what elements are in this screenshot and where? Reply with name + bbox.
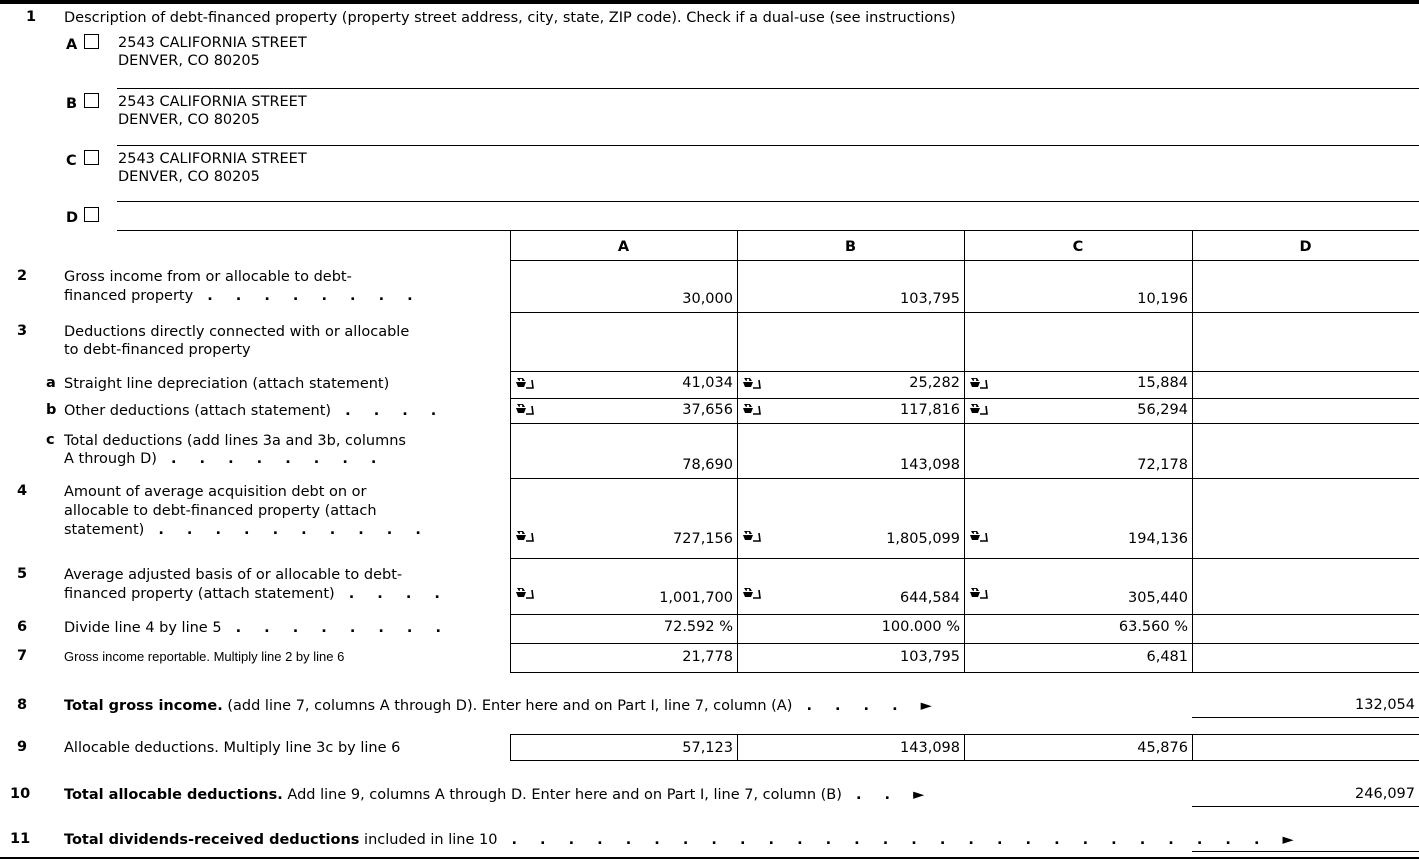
line-number: 7 <box>17 648 28 664</box>
line-label: financed property . . . . . . . . <box>64 288 422 304</box>
line-label: to debt-financed property <box>64 342 251 358</box>
dual-use-checkbox-c[interactable] <box>84 150 99 165</box>
property-letter: B <box>66 96 78 112</box>
property-street: 2543 CALIFORNIA STREET <box>118 94 307 110</box>
line-number: 9 <box>17 739 28 755</box>
line-label: Gross income from or allocable to debt- <box>64 269 352 285</box>
row-divider <box>510 260 1419 261</box>
line-label: Gross income reportable. Multiply line 2 by line 6 <box>64 649 345 664</box>
row-divider <box>510 423 1419 424</box>
column-header-c: C <box>1072 239 1084 255</box>
divider <box>117 230 1419 231</box>
line-number: a <box>46 375 56 391</box>
value-cell: 143,098 <box>900 457 960 473</box>
line-label: Divide line 4 by line 5 . . . . . . . . <box>64 620 450 636</box>
value-cell: 15,884 <box>1137 375 1188 391</box>
value-cell: 57,123 <box>682 740 733 756</box>
line-label: Average adjusted basis of or allocable to debt- <box>64 567 403 583</box>
property-street: 2543 CALIFORNIA STREET <box>118 35 307 51</box>
line-number: 2 <box>17 268 28 284</box>
line-label: Amount of average acquisition debt on or <box>64 484 367 500</box>
row-divider <box>510 371 1419 372</box>
divider <box>1192 717 1419 718</box>
line-number: 6 <box>17 619 28 635</box>
line-label: A through D) . . . . . . . . <box>64 451 386 467</box>
value-cell: 6,481 <box>1146 649 1188 665</box>
property-city: DENVER, CO 80205 <box>118 53 260 69</box>
col-divider <box>510 230 511 673</box>
line-number: 5 <box>17 566 28 582</box>
divider <box>1192 851 1419 852</box>
value-cell: 25,282 <box>909 375 960 391</box>
divider <box>1192 806 1419 807</box>
column-header-a: A <box>617 239 630 255</box>
divider <box>510 760 1419 761</box>
line-label: Allocable deductions. Multiply line 3c by line 6 <box>64 740 401 756</box>
line-number: 1 <box>26 9 37 25</box>
value-cell: 103,795 <box>900 291 960 307</box>
line-label: Total dividends-received deductions included in line 10 . . . . . . . . . . . . . . . . . . . . . . . . . . . ► <box>64 832 1303 848</box>
value-cell: 117,816 <box>900 402 960 418</box>
value-cell: 41,034 <box>682 375 733 391</box>
value-cell: 1,805,099 <box>886 531 960 547</box>
row-divider <box>510 558 1419 559</box>
col-divider <box>964 230 965 673</box>
line-number: b <box>46 402 57 418</box>
value-cell: 21,778 <box>682 649 733 665</box>
value-cell: 78,690 <box>682 457 733 473</box>
line-number: 8 <box>17 697 28 713</box>
line-label: Total allocable deductions. Add line 9, columns A through D. Enter here and on Part I, line 7, column (B) . . ► <box>64 787 934 803</box>
line1-description: Description of debt-financed property (property street address, city, state, ZIP code). Check if a dual-use (see instructions) <box>64 10 956 26</box>
value-cell: 1,001,700 <box>659 590 733 606</box>
column-header-b: B <box>844 239 857 255</box>
col-divider <box>737 734 738 760</box>
row-divider <box>510 478 1419 479</box>
value-cell: 644,584 <box>900 590 960 606</box>
property-city: DENVER, CO 80205 <box>118 169 260 185</box>
row-divider <box>510 398 1419 399</box>
value-cell: 45,876 <box>1137 740 1188 756</box>
property-letter: A <box>66 37 78 53</box>
value-cell: 30,000 <box>682 291 733 307</box>
value-cell: 194,136 <box>1128 531 1188 547</box>
line-label: Total gross income. (add line 7, columns A through D). Enter here and on Part I, line 7, column (A) . . . . ► <box>64 698 941 714</box>
total-value: 132,054 <box>1355 697 1415 713</box>
line-label: statement) . . . . . . . . . . <box>64 522 430 538</box>
value-cell: 72.592 % <box>663 619 733 635</box>
line-number: 3 <box>17 323 28 339</box>
line-label: allocable to debt-financed property (attach <box>64 503 377 519</box>
line-label: Deductions directly connected with or allocable <box>64 324 410 340</box>
property-city: DENVER, CO 80205 <box>118 112 260 128</box>
row-divider <box>510 614 1419 615</box>
total-value: 246,097 <box>1355 786 1415 802</box>
line-label: Other deductions (attach statement) . . . . <box>64 403 446 419</box>
value-cell: 143,098 <box>900 740 960 756</box>
dual-use-checkbox-a[interactable] <box>84 34 99 49</box>
divider <box>117 201 1419 202</box>
row-divider <box>510 672 1419 673</box>
row-divider <box>510 643 1419 644</box>
line-number: c <box>46 432 55 448</box>
divider <box>117 88 1419 89</box>
line-label: financed property (attach statement) . . . . <box>64 586 449 602</box>
dual-use-checkbox-b[interactable] <box>84 93 99 108</box>
value-cell: 56,294 <box>1137 402 1188 418</box>
col-divider <box>737 230 738 673</box>
value-cell: 727,156 <box>673 531 733 547</box>
value-cell: 37,656 <box>682 402 733 418</box>
property-street: 2543 CALIFORNIA STREET <box>118 151 307 167</box>
value-cell: 100.000 % <box>881 619 960 635</box>
header-bar <box>0 0 1419 4</box>
property-letter: D <box>66 210 79 226</box>
line-number: 10 <box>10 786 31 802</box>
line-label: Straight line depreciation (attach statement) <box>64 376 390 392</box>
property-letter: C <box>66 153 77 169</box>
col-divider <box>1192 734 1193 760</box>
column-header-d: D <box>1299 239 1312 255</box>
dual-use-checkbox-d[interactable] <box>84 207 99 222</box>
row-divider <box>510 312 1419 313</box>
value-cell: 103,795 <box>900 649 960 665</box>
line-label: Total deductions (add lines 3a and 3b, columns <box>64 433 406 449</box>
col-divider <box>964 734 965 760</box>
value-cell: 10,196 <box>1137 291 1188 307</box>
col-divider <box>510 734 511 760</box>
line-number: 11 <box>10 831 31 847</box>
value-cell: 72,178 <box>1137 457 1188 473</box>
value-cell: 305,440 <box>1128 590 1188 606</box>
line-number: 4 <box>17 483 28 499</box>
divider <box>117 145 1419 146</box>
value-cell: 63.560 % <box>1118 619 1188 635</box>
col-divider <box>1192 230 1193 673</box>
